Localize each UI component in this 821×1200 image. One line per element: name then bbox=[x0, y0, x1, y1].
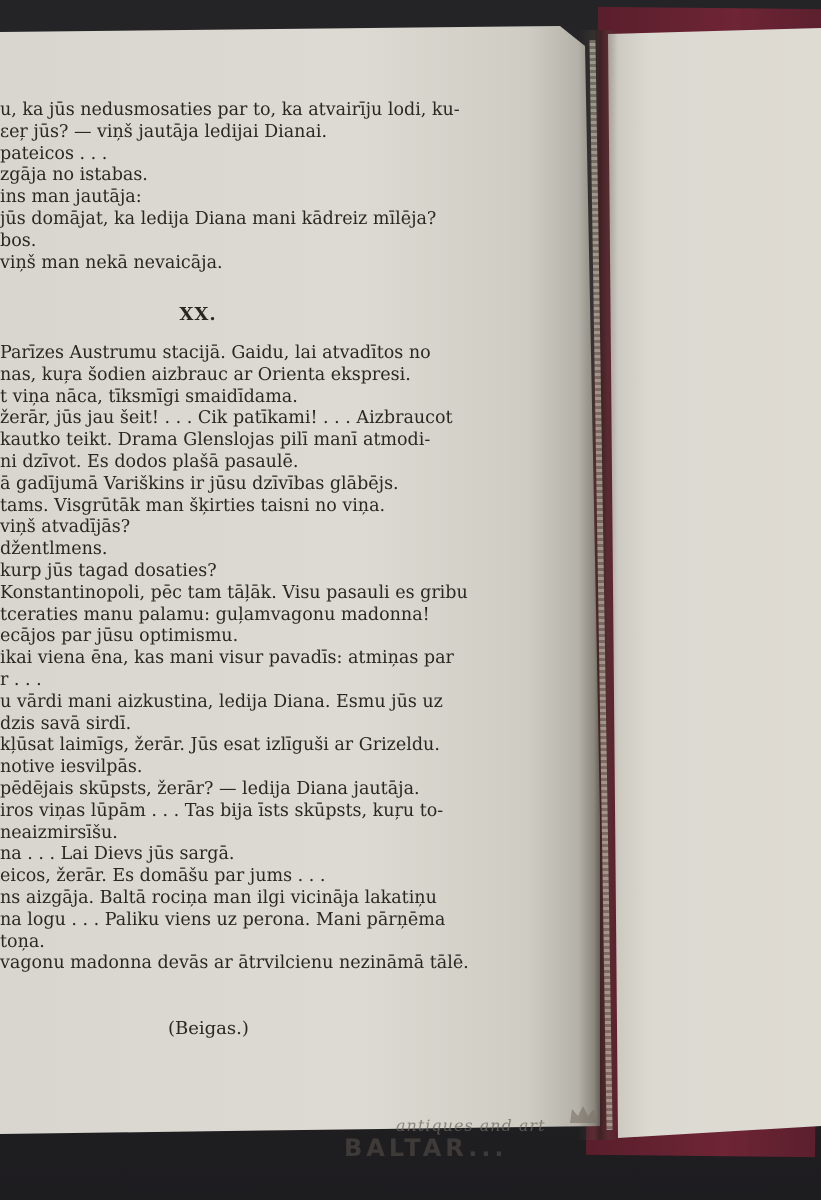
text-line: viņš man nekā nevaicāja. bbox=[0, 252, 223, 273]
text-line: u vārdi mani aizkustina, ledija Diana. Esmu jūs uz bbox=[0, 691, 443, 712]
text-line: žerār, jūs jau šeit! . . . Cik patīkami! . . . Aizbraucot bbox=[0, 408, 453, 429]
text-line: ɛeŗ jūs? — viņš jautāja ledijai Dianai. bbox=[0, 121, 328, 142]
text-line: Konstantinopoli, pēc tam tāļāk. Visu pasauli es gribu bbox=[0, 582, 468, 603]
text-line: pēdējais skūpsts, žerār? — ledija Diana jautāja. bbox=[0, 778, 420, 799]
text-line: tams. Visgrūtāk man šķirties taisni no viņa. bbox=[0, 495, 386, 516]
text-line: ā gadījumā Variškins ir jūsu dzīvības glābējs. bbox=[0, 473, 399, 494]
text-line: na logu . . . Paliku viens uz perona. Mani pārņēma bbox=[0, 909, 446, 930]
text-line: iros viņas lūpām . . . Tas bija īsts skūpsts, kuŗu to- bbox=[0, 800, 444, 821]
text-line: ns aizgāja. Baltā rociņa man ilgi vicināja lakatiņu bbox=[0, 887, 437, 908]
text-block-top bbox=[0, 100, 560, 274]
text-line: eicos, žerār. Es domāšu par jums . . . bbox=[0, 866, 326, 887]
text-line: toņa. bbox=[0, 931, 45, 952]
text-line: viņš atvadījās? bbox=[0, 517, 131, 538]
text-line: pateicos . . . bbox=[0, 143, 108, 164]
text-line: vagonu madonna devās ar ātrvilcienu nezināmā tālē. bbox=[0, 953, 469, 974]
text-line: t viņa nāca, tīksmīgi smaidīdama. bbox=[0, 386, 298, 407]
text-line: džentlmens. bbox=[0, 539, 108, 560]
text-line: r . . . bbox=[0, 669, 42, 690]
text-line: ecājos par jūsu optimismu. bbox=[0, 626, 239, 647]
watermark-text: antiques and art bbox=[396, 1116, 546, 1135]
text-line: kurp jūs tagad dosaties? bbox=[0, 560, 217, 581]
right-page-blank bbox=[608, 28, 821, 1138]
text-line: kļūsat laimīgs, žerār. Jūs esat izlīguši ar Grizeldu. bbox=[0, 735, 440, 756]
ending-mark: (Beigas.) bbox=[168, 1018, 249, 1039]
text-line: Parīzes Austrumu stacijā. Gaidu, lai atvadītos no bbox=[0, 343, 431, 363]
chapter-heading: XX. bbox=[179, 304, 217, 325]
text-line: nas, kuŗa šodien aizbrauc ar Orienta ekspresi. bbox=[0, 364, 411, 385]
text-line: tceraties manu palamu: guļamvagonu madonna! bbox=[0, 604, 430, 625]
text-line: ni dzīvot. Es dodos plašā pasaulē. bbox=[0, 451, 299, 472]
text-line: na . . . Lai Dievs jūs sargā. bbox=[0, 844, 235, 865]
text-block-bottom bbox=[0, 343, 560, 975]
text-line: jūs domājat, ka ledija Diana mani kādreiz mīlēja? bbox=[0, 208, 437, 229]
text-line: neaizmirsīšu. bbox=[0, 822, 118, 843]
text-line: ins man jautāja: bbox=[0, 187, 142, 208]
text-line: u, ka jūs nedusmosaties par to, ka atvairīju lodi, ku- bbox=[0, 100, 460, 120]
crown-icon bbox=[568, 1103, 598, 1127]
text-line: kautko teikt. Drama Glenslojas pilī manī atmodi- bbox=[0, 430, 431, 451]
text-line: ikai viena ēna, kas mani visur pavadīs: atmiņas par bbox=[0, 648, 454, 669]
text-line: dzis savā sirdī. bbox=[0, 713, 132, 734]
text-line: notive iesvilpās. bbox=[0, 757, 143, 778]
watermark-brand: BALTAR... bbox=[344, 1134, 508, 1162]
text-line: zgāja no istabas. bbox=[0, 165, 148, 186]
text-line: bos. bbox=[0, 230, 37, 251]
